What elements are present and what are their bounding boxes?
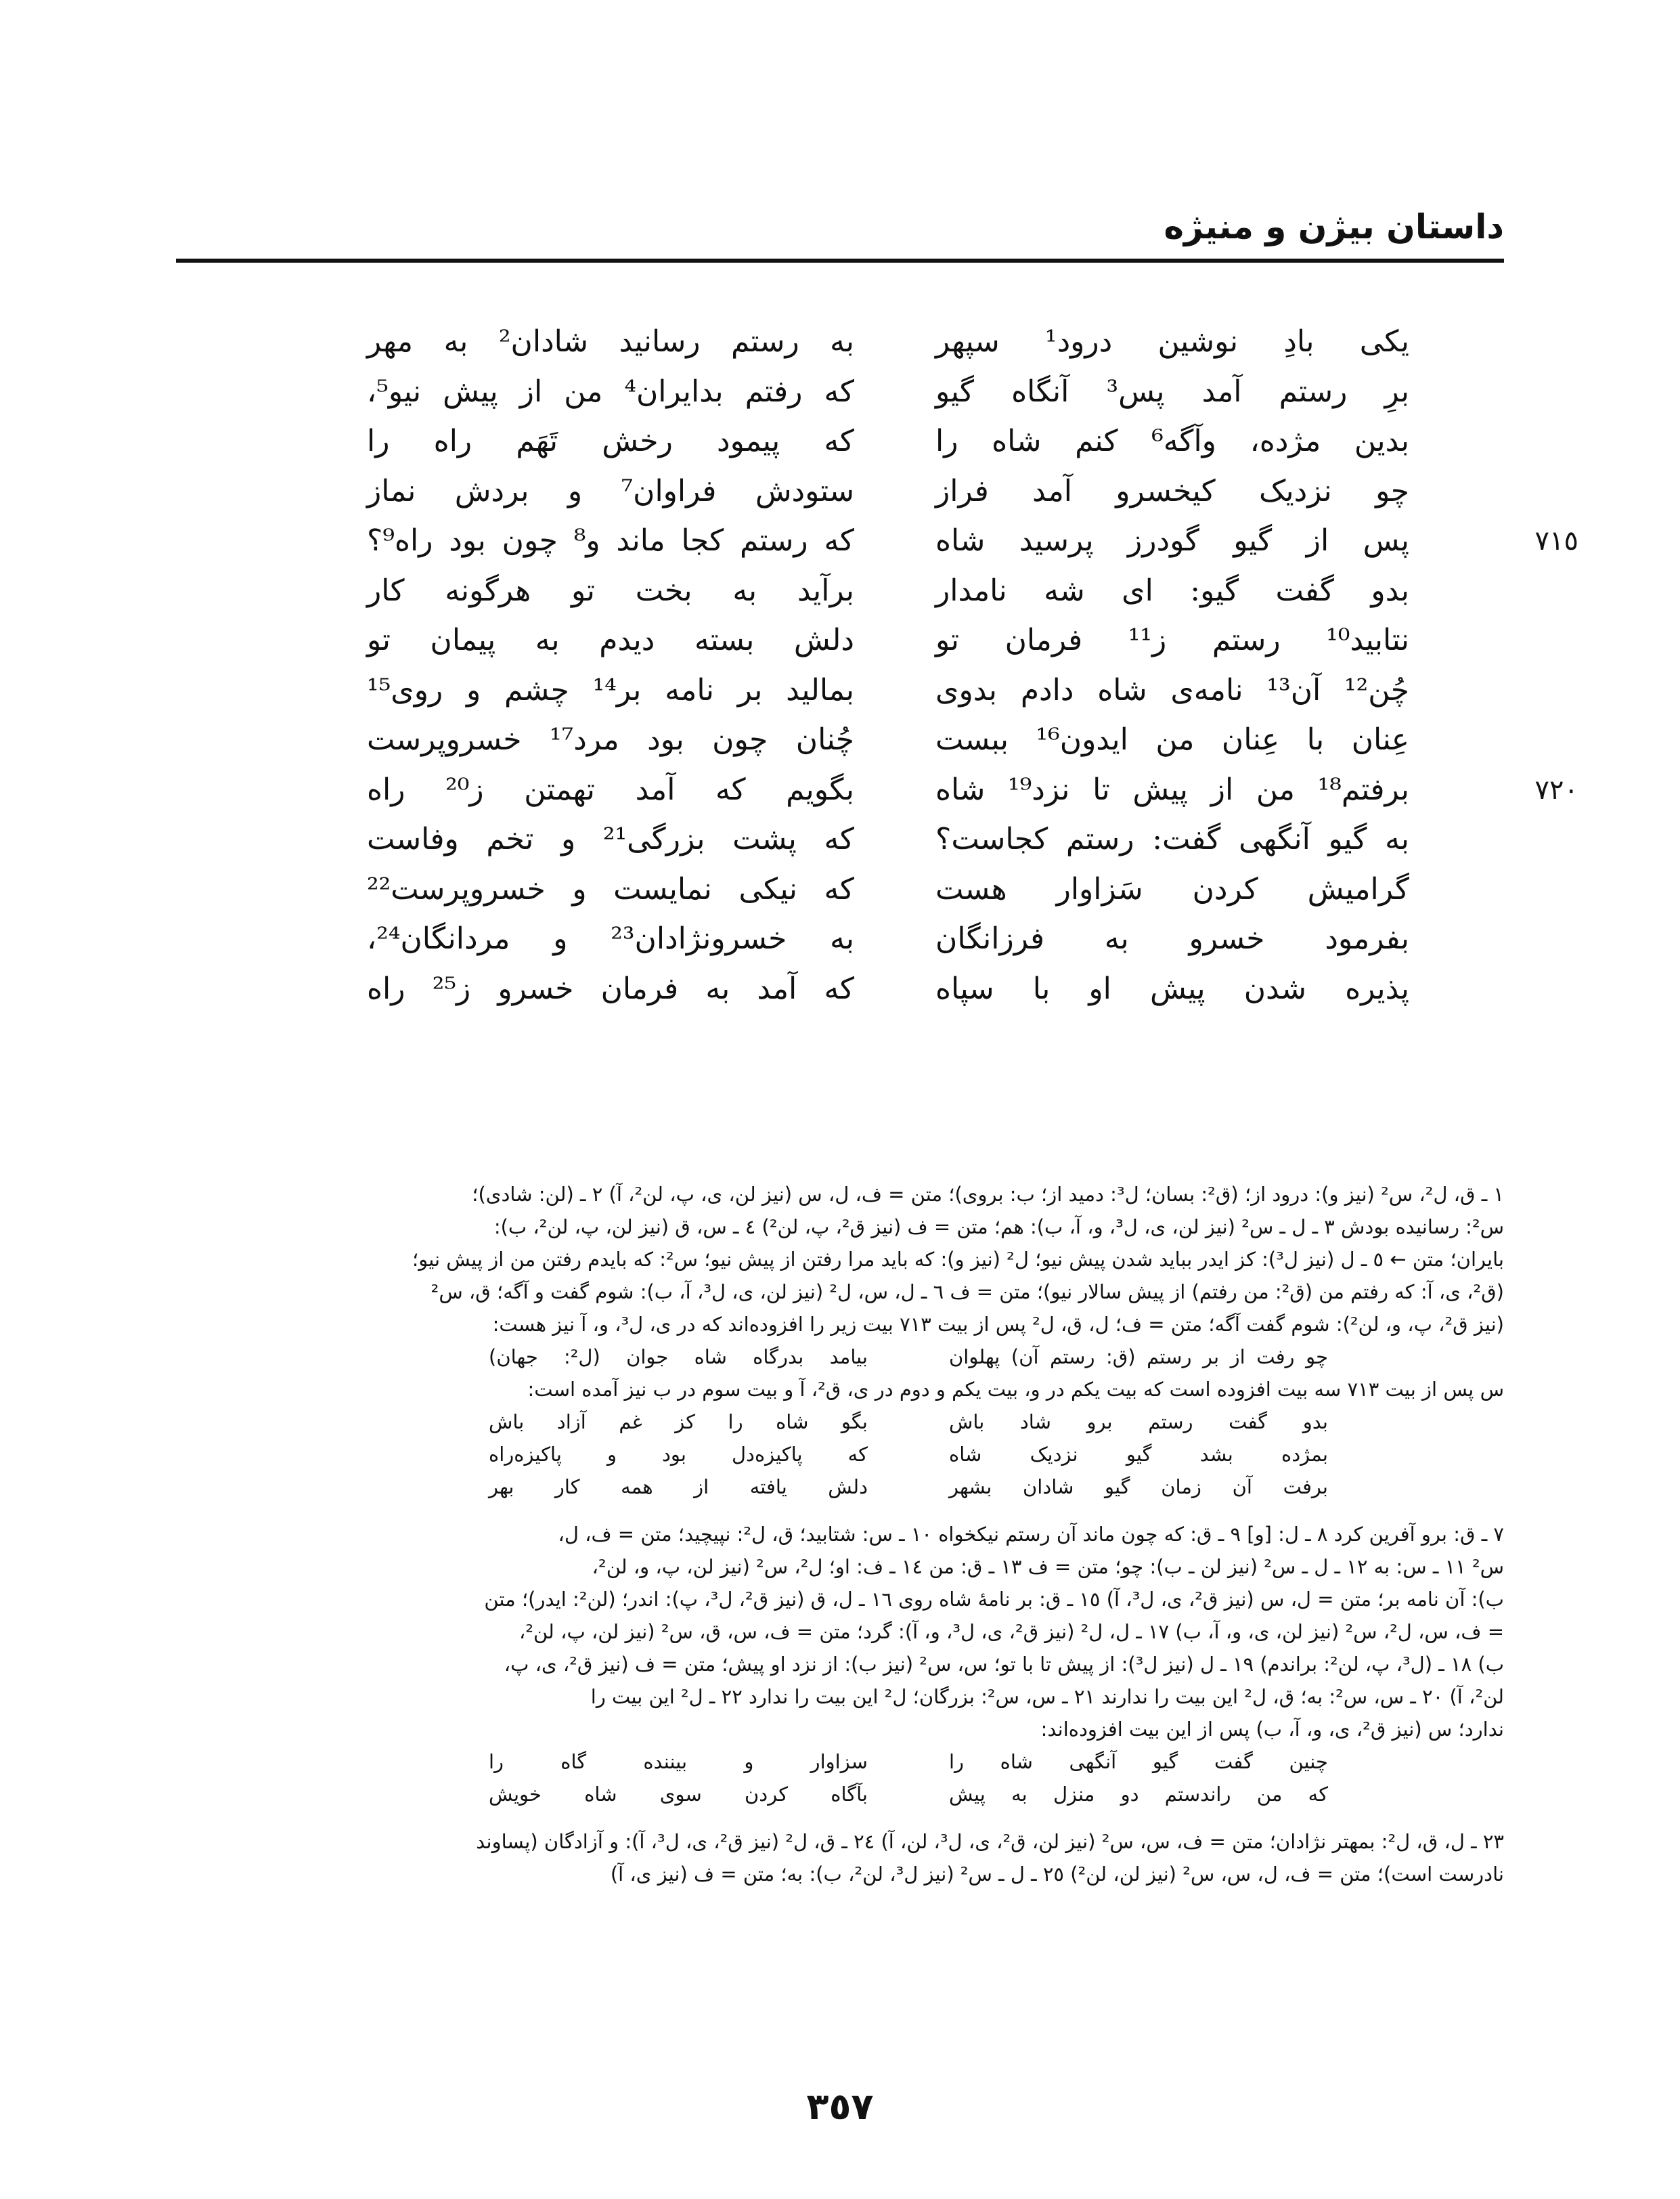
footnote-line: س² ١١ ـ س: به ١٢ ـ ل ـ س² (نیز لن ـ ب): چو؛ متن = ف ١٣ ـ ق: من ١٤ ـ ف: او؛ ل²، س² (نیز لن، پ، و، لن²،: [592, 1555, 1504, 1578]
footnote-verse: [162, 1745, 1504, 1778]
footnote-hemistich-left: بگو شاه را کز غم آزاد باش: [489, 1410, 868, 1433]
hemistich-left: بگویم که آمد تهمتن ز²⁰ راه: [367, 772, 854, 807]
footnote-line: ب): آن نامه بر؛ متن = ل، س (نیز ق²، ی، ل³، آ) ١٥ ـ ق: بر نامهٔ شاه روی ١٦ ـ ل، ق (نیز ق²، ل³، پ): اندر؛ (لن²: ایدر)؛ متن: [484, 1588, 1504, 1611]
verse-line: [298, 468, 1409, 518]
footnote-line: = ف، س، ل²، س² (نیز لن، ی، و، آ، ب) ١٧ ـ ل، ل² (نیز ق²، ی، ل³، و، آ): گرد؛ متن = ف، س، ق، س² (نیز لن، پ، لن²،: [518, 1620, 1504, 1643]
hemistich-left: که رفتم بدایران⁴ من از پیش نیو⁵،: [367, 374, 854, 409]
poem: [298, 318, 1578, 1015]
hemistich-left: به خسرونژادان²³ و مردانگان²⁴،: [367, 921, 854, 956]
footnote-verse: [162, 1406, 1504, 1438]
verse-line: [298, 667, 1409, 717]
verse-number: ٧١٥: [1534, 525, 1578, 557]
footnote-hemistich-right: بمژده بشد گیو نزدیک شاه: [949, 1443, 1328, 1466]
hemistich-right: برفتم¹⁸ من از پیش تا نزد¹⁹ شاه: [935, 772, 1410, 807]
verse-line: [298, 766, 1578, 817]
hemistich-left: که آمد به فرمان خسرو ز²⁵ راه: [367, 971, 855, 1006]
footnote-hemistich-left: دلش یافته از همه کار بهر: [489, 1475, 868, 1498]
hemistich-right: بدین مژده، وآگه⁶ کنم شاه را: [935, 424, 1409, 458]
footnote-line: ب) ١٨ ـ (ل³، پ، لن²: براندم) ١٩ ـ ل (نیز ل³): از پیش تا با تو؛ س، س² (نیز ب): از نزد او پیش؛ متن = ف (نیز ق²، ی، پ،: [504, 1653, 1504, 1676]
footnote-line: س²: رسانیده بودش ٣ ـ ل ـ س² (نیز لن، ی، ل³، و، آ، ب): هم؛ متن = ف (نیز ق²، پ، لن²) ٤ ـ س، ق (نیز لن، پ، لن²، ب):: [493, 1215, 1504, 1238]
hemistich-left: که پیمود رخش تَهَم راه را: [367, 424, 854, 458]
hemistich-left: که پشت بزرگی²¹ و تخم وفاست: [367, 822, 854, 856]
hemistich-left: که رستم کجا ماند و⁸ چون بود راه⁹؟: [367, 523, 854, 558]
verse-line: [298, 418, 1409, 468]
hemistich-right: بفرمود خسرو به فرزانگان: [935, 921, 1409, 956]
verse-line: [298, 716, 1409, 766]
hemistich-right: گرامیش کردن سَزاوار هست: [935, 871, 1409, 907]
hemistich-left: ستودش فراوان⁷ و بردش نماز: [367, 473, 854, 508]
hemistich-right: پذیره شدن پیش او با سپاه: [935, 971, 1409, 1006]
hemistich-right: بدو گفت گیو: ای شه نامدار: [935, 573, 1409, 608]
footnote-verse: [162, 1438, 1504, 1471]
hemistich-right: برِ رستم آمد پس³ آنگاه گیو: [935, 374, 1410, 409]
verse-line: [298, 816, 1409, 866]
footnote-line: (نیز ق²، پ، و، لن²): شوم گفت آگه؛ متن = ف؛ ل، ق، ل² پس از بیت ٧١٣ بیت زیر را افزوده‌اند که در ی، ل³، و، آ نیز هست:: [492, 1313, 1504, 1336]
verse-line: [298, 318, 1409, 368]
footnote-line: ٧ ـ ق: برو آفرین کرد ٨ ـ ل: [و] ٩ ـ ق: که چون ماند آن رستم نیکخواه ١٠ ـ س: شتابید؛ ق، ل²: نپیچید؛ متن = ف، ل،: [558, 1523, 1504, 1546]
footnote-line: ٢٣ ـ ل، ق، ل²: بمهتر نژادان؛ متن = ف، س، س² (نیز لن، ق²، ی، ل³، لن، آ) ٢٤ ـ ق، ل² (نیز ق²، ی، ل³، آ): و آزادگان (پساوند: [476, 1830, 1504, 1853]
hemistich-left: چُنان چون بود مرد¹⁷ خسروپرست: [367, 722, 854, 757]
footnote-hemistich-left: بآگاه کردن سوی شاه خویش: [489, 1783, 868, 1806]
footnote-hemistich-right: چو رفت از بر رستم (ق: رستم آن) پهلوان: [949, 1345, 1328, 1368]
hemistich-left: دلش بسته دیدم به پیمان تو: [367, 623, 854, 657]
footnote-line: لن²، آ) ٢٠ ـ س، س²: به؛ ق، ل² این بیت را ندارند ٢١ ـ س، س²: بزرگان؛ ل² این بیت را ندارد ٢٢ ـ ل² این بیت را: [590, 1685, 1504, 1708]
verse-number: ٧٢٠: [1534, 774, 1578, 806]
hemistich-right: چُن¹² آن¹³ نامه‌ی شاه دادم بدوی: [935, 672, 1409, 707]
verse-line: [298, 617, 1409, 667]
hemistich-left: که نیکی نمایست و خسروپرست²²: [367, 871, 854, 907]
footnote-hemistich-right: برفت آن زمان گیو شادان بشهر: [949, 1475, 1328, 1498]
footnote-hemistich-left: سزاوار و بیننده گاه را: [489, 1750, 868, 1773]
hemistich-right: یکی بادِ نوشین درود¹ سپهر: [935, 324, 1409, 359]
footnote-line: (ق²، ی، آ: که رفتم من (ق²: من رفتم) از پیش سالار نیو)؛ متن = ف ٦ ـ ل، س، ل² (نیز لن، ی، ل³، آ، ب): شوم گفت و آگه؛ ق، س²: [430, 1280, 1504, 1303]
spacer: [162, 1503, 1504, 1518]
page-number: ٣٥٧: [806, 2085, 874, 2128]
footnote-verse: [162, 1778, 1504, 1810]
verse-line: [298, 567, 1409, 617]
hemistich-left: برآید به بخت تو هرگونه کار: [367, 573, 854, 608]
header-title: داستان بیژن و منیژه: [1164, 207, 1504, 246]
footnote-hemistich-right: بدو گفت رستم برو شاد باش: [949, 1410, 1328, 1433]
hemistich-right: نتابید¹⁰ رستم ز¹¹ فرمان تو: [935, 623, 1409, 657]
hemistich-right: چو نزدیک کیخسرو آمد فراز: [935, 473, 1409, 508]
verse-line: [298, 965, 1409, 1016]
hemistich-right: پس از گیو گودرز پرسید شاه: [935, 523, 1409, 558]
footnote-line: بایران؛ متن ← ٥ ـ ل (نیز ل³): کز ایدر بباید شدن پیش نیو؛ ل² (نیز و): که باید مرا رفتن از پیش نیو؛ س²: که بایدم رفتن من از پیش نیو؛: [412, 1248, 1504, 1271]
hemistich-left: بمالید بر نامه بر¹⁴ چشم و روی¹⁵: [367, 672, 854, 707]
hemistich-right: عِنان با عِنان من ایدون¹⁶ ببست: [935, 722, 1409, 757]
running-header: [176, 203, 1504, 264]
footnote-line: ١ ـ ق، ل²، س² (نیز و): درود از؛ (ق²: بسان؛ ل³: دمید از؛ ب: بروی)؛ متن = ف، ل، س (نیز لن، ی، پ، لن²، آ) ٢ ـ (لن: شادی)؛: [472, 1183, 1504, 1206]
verse-line: [298, 368, 1409, 418]
verse-line: [298, 866, 1409, 916]
footnote-verse: [162, 1471, 1504, 1503]
spacer: [162, 1810, 1504, 1825]
hemistich-left: به رستم رسانید شادان² به مهر: [367, 324, 855, 359]
verse-line: [298, 915, 1409, 965]
hemistich-right: به گیو آنگهی گفت: رستم کجاست؟: [935, 822, 1409, 856]
footnote-line: ندارد؛ س (نیز ق²، ی، و، آ، ب) پس از این بیت افزوده‌اند:: [1040, 1718, 1504, 1741]
footnote-verse: [162, 1341, 1504, 1373]
footnote-hemistich-right: که من راندستم دو منزل به پیش: [949, 1783, 1328, 1806]
footnote-hemistich-left: که پاکیزه‌دل بود و پاکیزه‌راه: [489, 1443, 868, 1466]
footnote-hemistich-left: بیامد بدرگاه شاه جوان (ل²: جهان): [489, 1345, 868, 1368]
header-rule: [176, 259, 1504, 263]
verse-line: [298, 517, 1578, 567]
footnotes: [162, 1178, 1504, 1890]
footnote-line: س پس از بیت ٧١٣ سه بیت افزوده است که بیت یکم در و، بیت یکم و دوم در ی، ق²، آ و بیت سوم در ب نیز آمده است:: [527, 1378, 1504, 1401]
footnote-hemistich-right: چنین گفت گیو آنگهی شاه را: [949, 1750, 1328, 1773]
footnote-line: نادرست است)؛ متن = ف، ل، س، س² (نیز لن، لن²) ٢٥ ـ ل ـ س² (نیز ل³، لن²، ب): به؛ متن = ف (نیز ی، آ): [610, 1863, 1504, 1886]
